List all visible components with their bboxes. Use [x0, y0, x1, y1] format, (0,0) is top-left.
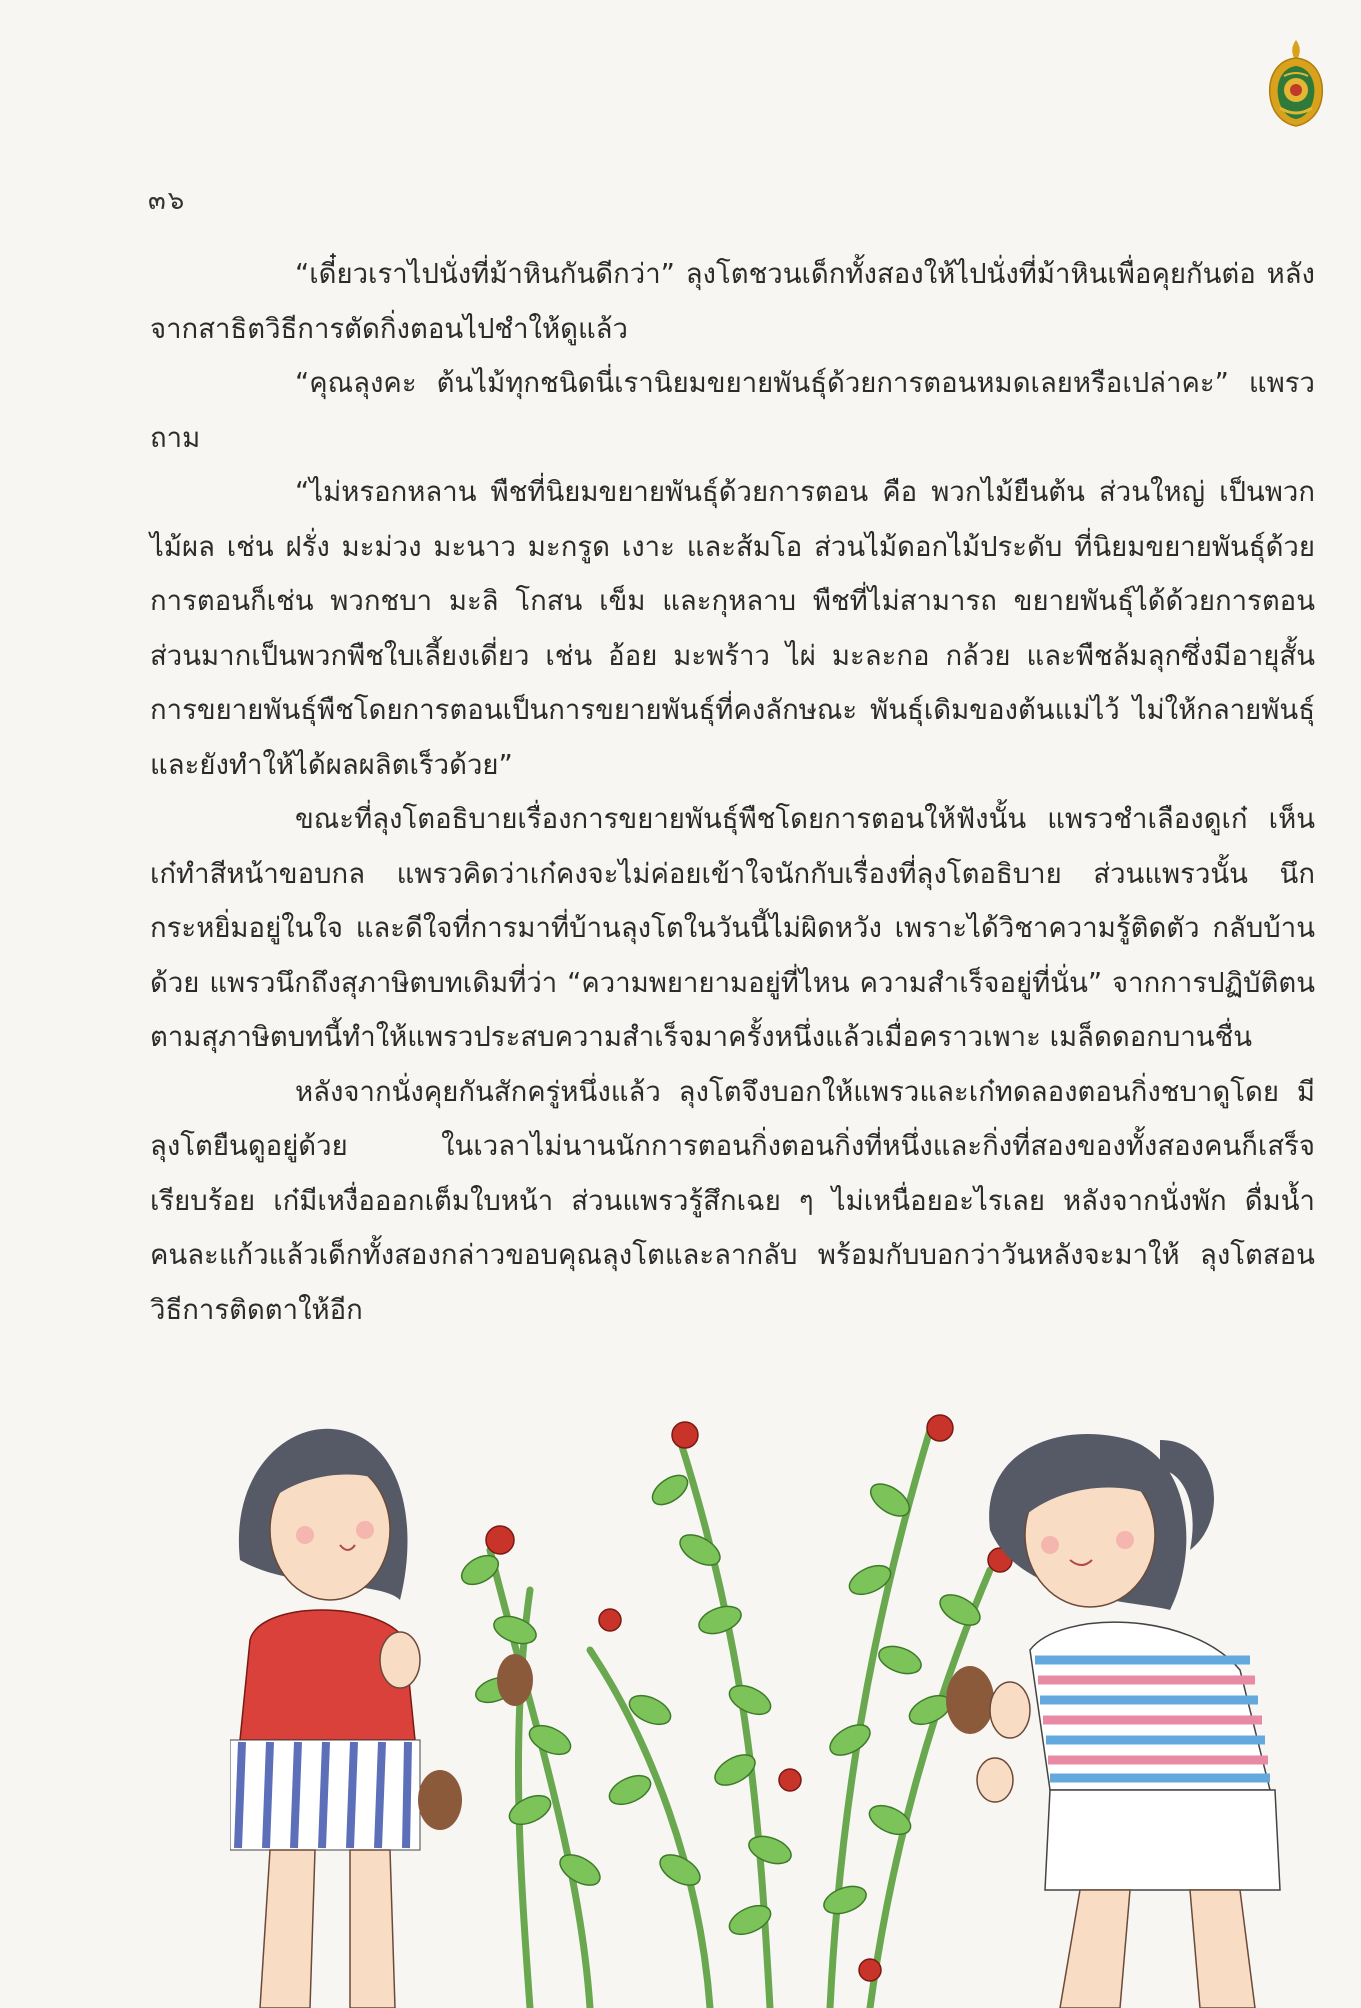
illustration-girls-roses [230, 1410, 1340, 2008]
paragraph: ขณะที่ลุงโตอธิบายเรื่องการขยายพันธุ์พืชโดยการตอนให้ฟังนั้น แพรวชำเลืองดูเก๋ เห็นเก๋ทำสีหน้าขอบกล แพรวคิดว่าเก๋คงจะไม่ค่อยเข้าใจนักกับเรื่องที่ลุงโตอธิบาย ส่วนแพรวนั้น นึกกระหยิ่มอยู่ในใจ และดีใจที่การมาที่บ้านลุงโตในวันนี้ไม่ผิดหวัง เพราะได้วิชาความรู้ติดตัว กลับบ้านด้วย แพรวนึกถึงสุภาษิตบทเดิมที่ว่า “ความพยายามอยู่ที่ไหน ความสำเร็จอยู่ที่นั่น” จากการปฏิบัติตนตามสุภาษิตบทนี้ทำให้แพรวประสบความสำเร็จมาครั้งหนึ่งแล้วเมื่อคราวเพาะ เมล็ดดอกบานชื่น [150, 803, 1315, 1053]
paragraph: “ไม่หรอกหลาน พืชที่นิยมขยายพันธุ์ด้วยการตอน คือ พวกไม้ยืนต้น ส่วนใหญ่ เป็นพวกไม้ผล เช่น ฝรั่ง มะม่วง มะนาว มะกรูด เงาะ และส้มโอ ส่วนไม้ดอกไม้ประดับ ที่นิยมขยายพันธุ์ด้วยการตอนก็เช่น พวกชบา มะลิ โกสน เข็ม และกุหลาบ พืชที่ไม่สามารถ ขยายพันธุ์ได้ด้วยการตอน ส่วนมากเป็นพวกพืชใบเลี้ยงเดี่ยว เช่น อ้อย มะพร้าว ไผ่ มะละกอ กล้วย และพืชล้มลุกซึ่งมีอายุสั้น การขยายพันธุ์พืชโดยการตอนเป็นการขยายพันธุ์ที่คงลักษณะ พันธุ์เดิมของต้นแม่ไว้ ไม่ให้กลายพันธุ์ และยังทำให้ได้ผลผลิตเร็วด้วย” [150, 476, 1315, 781]
paragraph: หลังจากนั่งคุยกันสักครู่หนึ่งแล้ว ลุงโตจึงบอกให้แพรวและเก๋ทดลองตอนกิ่งชบาดูโดย มีลุงโตยืนดูอยู่ด้วย ในเวลาไม่นานนักการตอนกิ่งตอนกิ่งที่หนึ่งและกิ่งที่สองของทั้งสองคนก็เสร็จ เรียบร้อย เก๋มีเหงื่อออกเต็มใบหน้า ส่วนแพรวรู้สึกเฉย ๆ ไม่เหนื่อยอะไรเลย หลังจากนั่งพัก ดื่มน้ำคนละแก้วแล้วเด็กทั้งสองกล่าวขอบคุณลุงโตและลากลับ พร้อมกับบอกว่าวันหลังจะมาให้ ลุงโตสอนวิธีการติดตาให้อีก [150, 1075, 1315, 1326]
emblem-logo [1266, 38, 1326, 128]
page-number: ๓๖ [148, 186, 187, 216]
girl-left [230, 1429, 533, 2008]
story-text [150, 247, 1315, 1337]
paragraph: “คุณลุงคะ ต้นไม้ทุกชนิดนี่เรานิยมขยายพันธุ์ด้วยการตอนหมดเลยหรือเปล่าคะ” แพรวถาม [150, 367, 1315, 454]
paragraph: “เดี๋ยวเราไปนั่งที่ม้าหินกันดีกว่า” ลุงโตชวนเด็กทั้งสองให้ไปนั่งที่ม้าหินเพื่อคุยกันต่อ หลังจากสาธิตวิธีการตัดกิ่งตอนไปชำให้ดูแล้ว [150, 258, 1315, 345]
girl-right [946, 1434, 1280, 2008]
